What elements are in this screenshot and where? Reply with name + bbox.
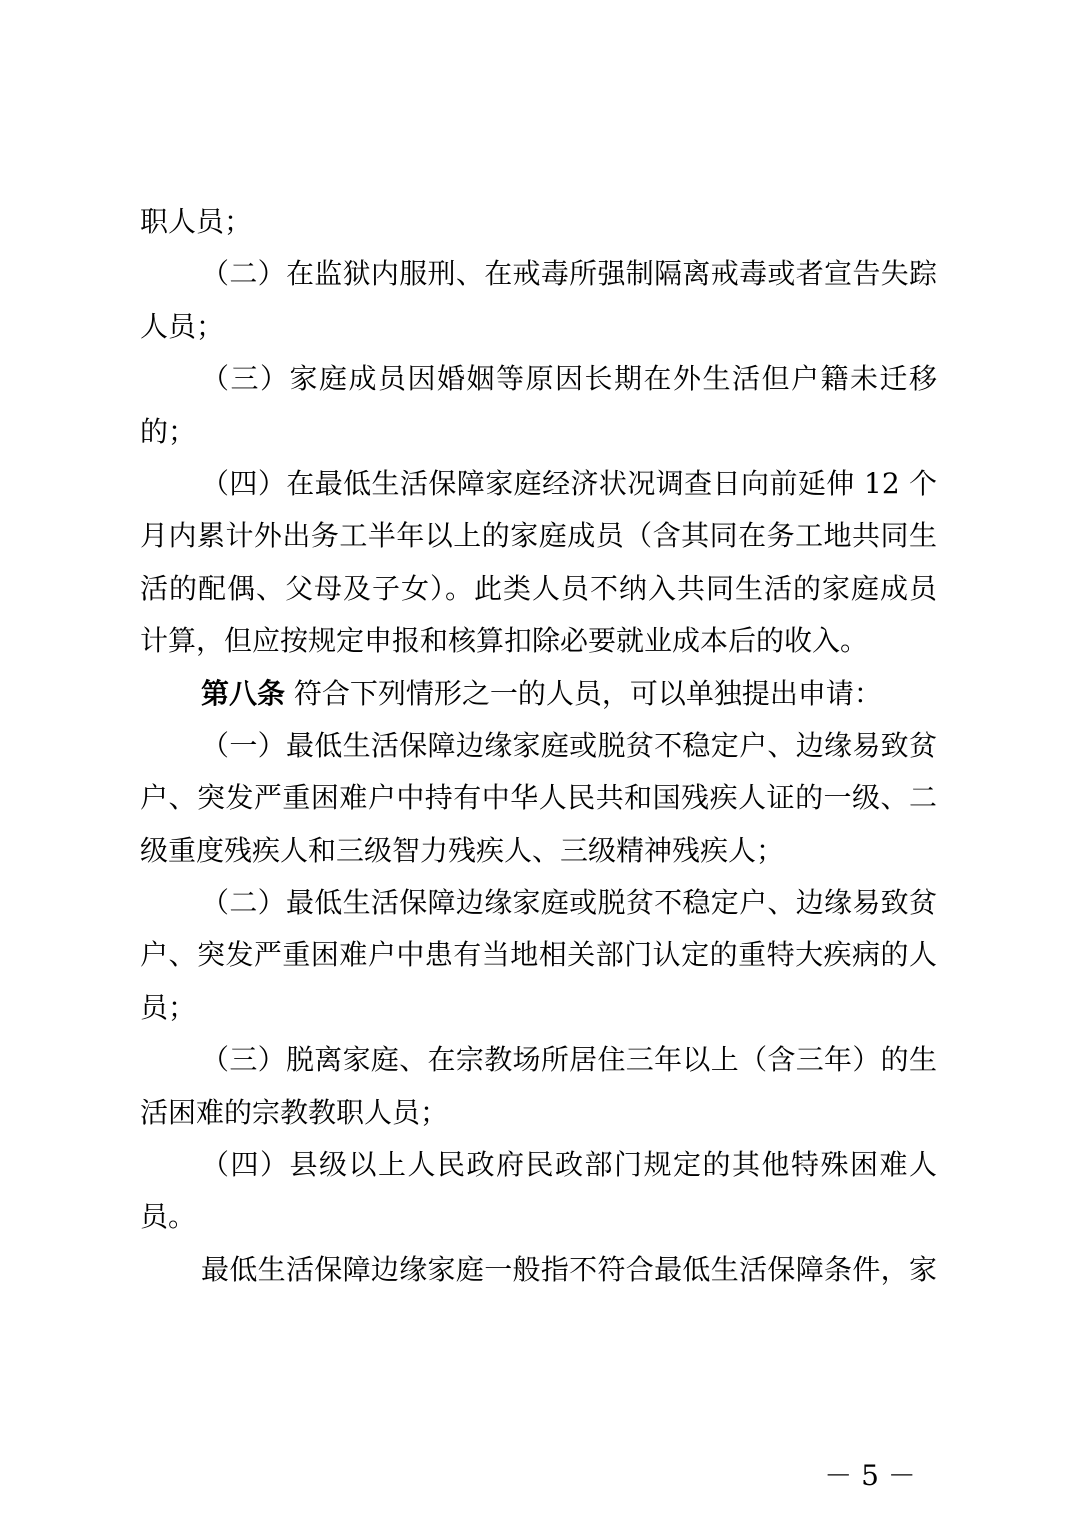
text-line: 计算，但应按规定申报和核算扣除必要就业成本后的收入。 bbox=[140, 624, 869, 658]
text-line: 职人员； bbox=[140, 205, 253, 238]
text-line: （三）家庭成员因婚姻等原因长期在外生活但户籍未迁移 bbox=[201, 362, 937, 396]
text-line: 活的配偶、父母及子女）。此类人员不纳入共同生活的家庭成员 bbox=[140, 571, 937, 605]
article-8-heading: 第八条 bbox=[201, 676, 286, 710]
text-line: 户、突发严重困难户中患有当地相关部门认定的重特大疾病的人 bbox=[140, 938, 937, 972]
text-line: （二）最低生活保障边缘家庭或脱贫不稳定户、边缘易致贫 bbox=[201, 886, 937, 920]
article-8-text: 符合下列情形之一的人员，可以单独提出申请： bbox=[285, 676, 882, 710]
text-line: （二）在监狱内服刑、在戒毒所强制隔离戒毒或者宣告失踪 bbox=[201, 257, 937, 291]
text-line: （四）县级以上人民政府民政部门规定的其他特殊困难人 bbox=[201, 1148, 937, 1182]
text-line: 月内累计外出务工半年以上的家庭成员（含其同在务工地共同生 bbox=[140, 519, 937, 553]
text-line: 最低生活保障边缘家庭一般指不符合最低生活保障条件，家 bbox=[201, 1252, 937, 1286]
text-line: 活困难的宗教教职人员； bbox=[140, 1095, 449, 1129]
article-8-line bbox=[140, 668, 937, 720]
text-line: 员。 bbox=[140, 1200, 197, 1234]
text-line: （四）在最低生活保障家庭经济状况调查日向前延伸 12 个 bbox=[201, 466, 937, 500]
document-body bbox=[140, 196, 937, 1296]
text-line: 人员； bbox=[140, 309, 225, 343]
text-line: （一）最低生活保障边缘家庭或脱贫不稳定户、边缘易致贫 bbox=[201, 728, 937, 762]
text-line: 员； bbox=[140, 990, 197, 1024]
text-line: 级重度残疾人和三级智力残疾人、三级精神残疾人； bbox=[140, 833, 785, 867]
page-number: － 5 － bbox=[824, 1459, 916, 1492]
text-line: （三）脱离家庭、在宗教场所居住三年以上（含三年）的生 bbox=[201, 1043, 937, 1077]
text-line: 的； bbox=[140, 414, 197, 448]
text-line: 户、突发严重困难户中持有中华人民共和国残疾人证的一级、二 bbox=[140, 781, 937, 815]
